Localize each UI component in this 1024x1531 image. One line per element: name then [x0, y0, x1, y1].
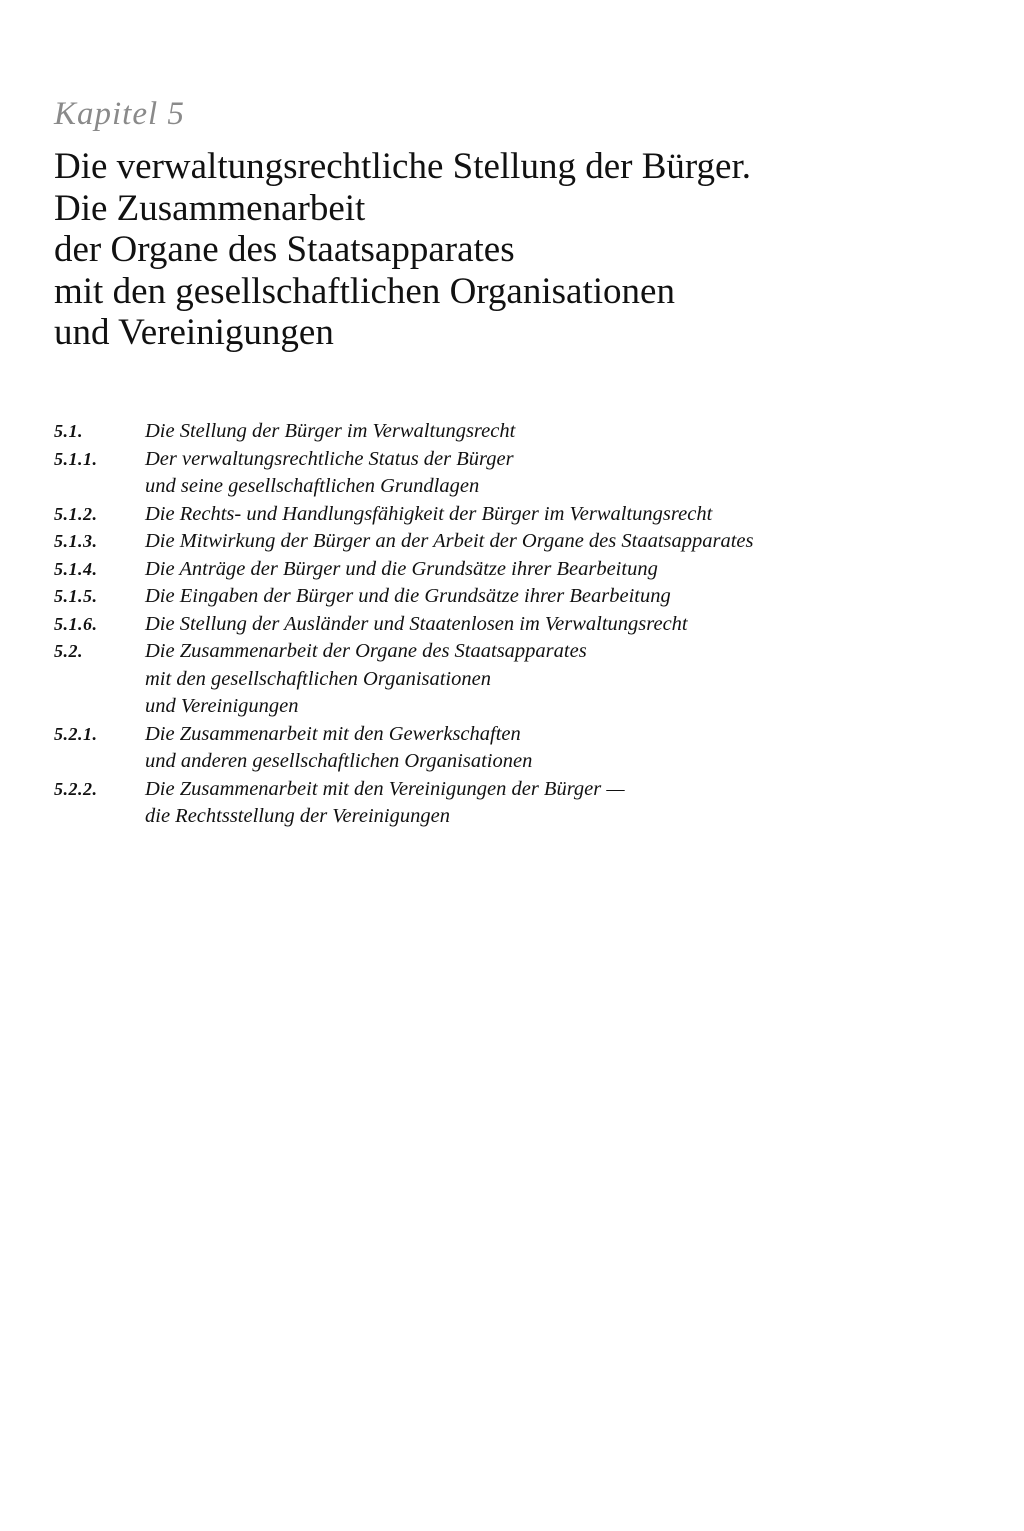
toc-number: 5.1.6. — [54, 613, 98, 634]
toc-text — [145, 446, 954, 501]
toc-text — [145, 776, 954, 831]
toc-number: 5.1.1. — [54, 448, 98, 469]
toc-text — [145, 528, 954, 556]
toc-text — [145, 611, 954, 639]
toc-line: Die Stellung der Bürger im Verwaltungsrecht — [145, 420, 516, 442]
toc-entry — [54, 583, 954, 611]
toc-entry — [54, 776, 954, 831]
toc-line: Die Stellung der Ausländer und Staatenlosen im Verwaltungsrecht — [145, 612, 688, 635]
toc-line: und anderen gesellschaftlichen Organisationen — [145, 750, 533, 772]
toc-line: und seine gesellschaftlichen Grundlagen — [145, 475, 480, 497]
toc-line: Die Zusammenarbeit mit den Vereinigungen der Bürger — — [145, 777, 625, 800]
chapter-title-line: mit den gesellschaftlichen Organisationen — [54, 270, 675, 312]
toc-text — [145, 583, 954, 611]
toc-entry — [54, 501, 954, 529]
toc-entry — [54, 721, 954, 776]
toc-number: 5.2.1. — [54, 723, 98, 744]
toc-text — [145, 721, 954, 776]
chapter-title — [54, 146, 751, 354]
toc-entry — [54, 528, 954, 556]
chapter-label: Kapitel 5 — [54, 96, 185, 132]
toc-text — [145, 418, 954, 446]
toc-line: Die Zusammenarbeit mit den Gewerkschaften — [145, 722, 521, 745]
chapter-title-line: der Organe des Staatsapparates — [54, 229, 515, 270]
toc-entry — [54, 556, 954, 584]
chapter-title-line: und Vereinigungen — [54, 312, 334, 353]
toc-text — [145, 556, 954, 584]
toc-number: 5.2. — [54, 641, 83, 661]
toc-line: Der verwaltungsrechtliche Status der Bürger — [145, 447, 514, 470]
table-of-contents — [54, 418, 954, 831]
toc-number: 5.1.2. — [54, 503, 98, 524]
toc-line: und Vereinigungen — [145, 695, 299, 717]
toc-line: Die Eingaben der Bürger und die Grundsätze ihrer Bearbeitung — [145, 585, 671, 607]
toc-line: Die Mitwirkung der Bürger an der Arbeit der Organe des Staatsapparates — [145, 530, 754, 552]
toc-number: 5.1.5. — [54, 586, 98, 606]
chapter-title-line: Die verwaltungsrechtliche Stellung der Bürger. — [54, 146, 751, 187]
toc-entry — [54, 611, 954, 639]
toc-line: mit den gesellschaftlichen Organisationen — [145, 667, 491, 690]
toc-text — [145, 501, 954, 529]
toc-number: 5.1.4. — [54, 558, 98, 579]
toc-line: Die Anträge der Bürger und die Grundsätze ihrer Bearbeitung — [145, 557, 658, 580]
toc-line: Die Rechts- und Handlungsfähigkeit der Bürger im Verwaltungsrecht — [145, 502, 713, 525]
toc-line: die Rechtsstellung der Vereinigungen — [145, 805, 450, 827]
toc-entry — [54, 446, 954, 501]
toc-text — [145, 638, 954, 721]
toc-number: 5.1. — [54, 421, 83, 441]
toc-entry — [54, 638, 954, 721]
toc-number: 5.2.2. — [54, 778, 98, 799]
toc-entry — [54, 418, 954, 446]
chapter-title-line: Die Zusammenarbeit — [54, 187, 366, 229]
toc-line: Die Zusammenarbeit der Organe des Staatsapparates — [145, 640, 587, 662]
toc-number: 5.1.3. — [54, 531, 98, 551]
